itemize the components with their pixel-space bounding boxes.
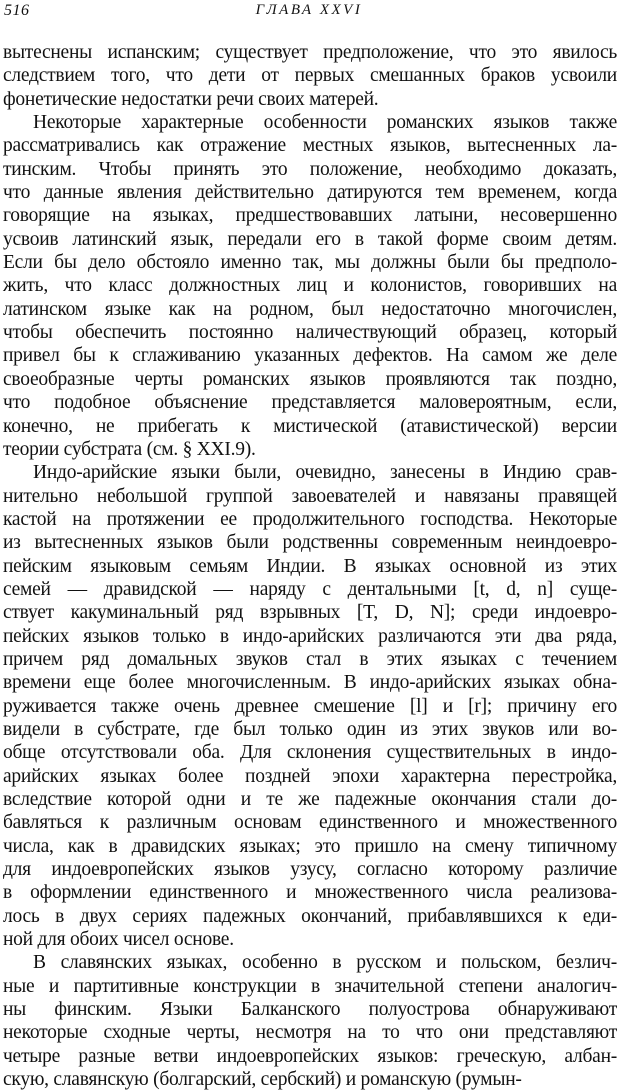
text-line: арийских языках более поздней эпохи характерна перестройка, bbox=[3, 765, 617, 787]
text-line: ны финским. Языки Балканского полуострова обнаруживают bbox=[3, 999, 617, 1021]
text-line: пейских языков только в индо-арийских различаются эти два ряда, bbox=[3, 625, 617, 647]
paragraph bbox=[3, 461, 617, 951]
text-line: скую, славянскую (болгарский, сербский) и романскую (румын- bbox=[3, 1069, 522, 1091]
text-line: видели в субстрате, где был только один из этих звуков или во- bbox=[3, 718, 617, 740]
paragraph bbox=[3, 111, 617, 461]
text-line: ной для обоих чисел основе. bbox=[3, 929, 234, 951]
page-number: 516 bbox=[4, 2, 30, 19]
text-line: нительно небольшой группой завоевателей и навязаны правящей bbox=[3, 485, 617, 507]
paragraph bbox=[3, 41, 617, 111]
text-line: четыре разные ветви индоевропейских языков: греческую, албан- bbox=[3, 1045, 617, 1067]
text-line: вытеснены испанским; существует предположение, что это явилось bbox=[3, 42, 617, 63]
text-line: конечно, не прибегать к мистической (атавистической) версии bbox=[3, 415, 617, 437]
text-line: усвоив латинский язык, передали его в такой форме своим детям. bbox=[3, 228, 617, 250]
text-line: руживается также очень древнее смешение [l] и [r]; причину его bbox=[3, 695, 617, 717]
text-line: следствием того, что дети от первых смешанных браков усвоили bbox=[3, 65, 617, 87]
text-line: некоторые сходные черты, несмотря на то что они представляют bbox=[3, 1022, 617, 1044]
text-line: времени еще более многочисленным. В индо-арийских языках обна- bbox=[3, 672, 617, 694]
running-title: ГЛАВА XXVI bbox=[255, 2, 363, 18]
text-line: Некоторые характерные особенности романских языков также bbox=[33, 112, 617, 134]
text-line: чтобы обеспечить постоянно наличествующий образец, который bbox=[3, 322, 617, 344]
text-line: семей — дравидской — наряду с дентальными [t, d, n] суще- bbox=[3, 578, 617, 600]
text-line: бавляться к различным основам единственного и множественного bbox=[3, 812, 617, 834]
text-line: что подобное объяснение представляется маловероятным, если, bbox=[3, 392, 617, 414]
text-line: обще отсутствовали оба. Для склонения существительных в индо- bbox=[3, 742, 617, 764]
text-line: теории субстрата (см. § XXI.9). bbox=[3, 438, 256, 460]
text-line: говорящие на языках, предшествовавших латыни, несовершенно bbox=[3, 205, 617, 227]
text-line: ствует какуминальный ряд взрывных [T, D, N]; среди индоевро- bbox=[3, 602, 617, 624]
text-line: пейским языковым семьям Индии. В языках основной из этих bbox=[3, 555, 617, 577]
text-line: числа, как в дравидских языках; это пришло на смену типичному bbox=[3, 835, 617, 857]
text-line: причем ряд домальных звуков стал в этих языках с течением bbox=[3, 648, 617, 670]
text-line: в оформлении единственного и множественного числа реализова- bbox=[3, 882, 617, 904]
text-line: рассматривались как отражение местных языков, вытесненных ла- bbox=[3, 135, 617, 157]
text-line: тинским. Чтобы принять это положение, необходимо доказать, bbox=[3, 158, 617, 180]
text-line: латинском языке как на родном, был недостаточно многочислен, bbox=[3, 298, 617, 320]
text-line: своеобразные черты романских языков проявляются так поздно, bbox=[3, 368, 617, 390]
text-line: В славянских языках, особенно в русском и польском, безлич- bbox=[33, 952, 617, 974]
text-line: лось в двух сериях падежных окончаний, прибавлявшихся к еди- bbox=[3, 905, 617, 927]
text-line: кастой на протяжении ее продолжительного господства. Некоторые bbox=[3, 508, 617, 530]
text-line: из вытесненных языков были родственны современным неиндоевро- bbox=[3, 532, 617, 554]
body-text bbox=[3, 41, 617, 1091]
text-line: ные и партитивные конструкции в значительной степени аналогич- bbox=[3, 975, 617, 997]
text-line: привел бы к сглаживанию указанных дефектов. На самом же деле bbox=[3, 345, 617, 367]
text-line: что данные явления действительно датируются тем временем, когда bbox=[3, 182, 617, 204]
text-line: жить, что класс должностных лиц и колонистов, говоривших на bbox=[3, 275, 617, 297]
text-line: Индо-арийские языки были, очевидно, занесены в Индию срав- bbox=[33, 462, 617, 484]
text-line: вследствие которой одни и те же падежные окончания стали до- bbox=[3, 789, 617, 810]
page-header bbox=[4, 2, 614, 24]
paragraph bbox=[3, 951, 617, 1091]
text-line: фонетические недостатки речи своих матерей. bbox=[3, 88, 379, 110]
text-line: Если бы дело обстояло именно так, мы должны были бы предполо- bbox=[3, 252, 617, 274]
text-line: для индоевропейских языков узусу, согласно которому различие bbox=[3, 859, 617, 881]
